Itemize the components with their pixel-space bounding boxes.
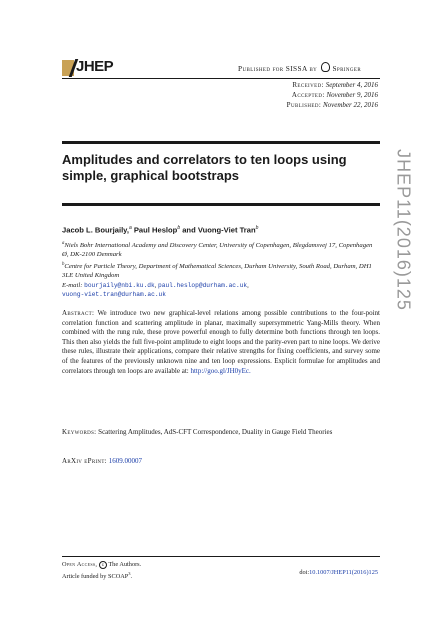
arxiv-label: ArXiv ePrint:: [62, 457, 107, 465]
author-list: [62, 225, 258, 235]
keywords-text: Scattering Amplitudes, AdS-CFT Correspondence, Duality in Gauge Field Theories: [98, 428, 333, 436]
author-sup: b: [177, 225, 181, 231]
title-rule-bottom: [62, 203, 380, 206]
author-name: and Vuong-Viet Tran: [180, 225, 256, 235]
abstract-text: We introduce two new graphical-level relations among possible contributions to the four-point correlation function and scattering amplitude in planar, maximally supersymmetric Yang-Mills theory. When combined with the rung rule, these prove powerful enough to fully determine both functions through ten loops. This then also yields the full five-point amplitude to eight loops and the parity-even part to nine loops. We derive these rules, illustrate their applications, compare their relative strengths for fixing coefficients, and survey some of the features of the previously unknown nine and ten loop expressions. Explicit formulae for amplitudes and correlators through ten loops are available at:: [62, 309, 380, 375]
published-for-text: Published for SISSA by: [238, 64, 318, 73]
side-journal-identifier: [373, 149, 433, 311]
author-name: Paul Heslop: [131, 225, 178, 235]
email-link[interactable]: vuong-viet.tran@durham.ac.uk: [62, 291, 166, 298]
author-sup: b: [255, 225, 259, 231]
published-date: Published: November 22, 2016: [286, 101, 378, 109]
paper-title: Amplitudes and correlators to ten loops using simple, graphical bootstraps: [62, 152, 347, 183]
arxiv-eprint: [62, 457, 142, 465]
email-label: E-mail:: [62, 282, 83, 289]
publisher-name: Springer: [332, 64, 362, 73]
accepted-date: Accepted: November 9, 2016: [291, 91, 378, 99]
jhep-logo: [62, 60, 122, 76]
abstract-label: Abstract:: [62, 309, 95, 317]
doi-link[interactable]: 10.1007/JHEP11(2016)125: [309, 569, 378, 576]
copyright-icon: c: [99, 561, 107, 569]
footer-rule: [62, 556, 380, 557]
keywords: [62, 428, 380, 438]
springer-horse-icon: [321, 62, 330, 72]
email-list: E-mail: bourjaily@nbi.ku.dk, paul.heslop@durham.ac.uk, vuong-viet.tran@durham.ac.uk: [62, 282, 249, 298]
author-name: Jacob L. Bourjaily,: [62, 225, 129, 235]
data-link[interactable]: http://goo.gl/JH0yEc.: [190, 366, 251, 375]
header-rule: [62, 78, 380, 79]
publication-dates: [287, 80, 378, 110]
affiliation-a: $^a$Niels Bohr International Academy and Discovery Center, University of Copenhagen, Blegdamsvej 17, Copenhagen Ø, DK-2100 Denmark: [62, 241, 373, 259]
received-date: Received: September 4, 2016: [292, 81, 378, 89]
side-identifier-text: JHEP11(2016)125: [393, 149, 414, 311]
keywords-label: Keywords:: [62, 428, 97, 436]
open-access-notice: [62, 560, 141, 581]
funding-line: Article funded by SCOAP$^3$.: [62, 571, 133, 581]
email-link[interactable]: paul.heslop@durham.ac.uk: [158, 282, 248, 289]
doi-prefix: doi:: [299, 569, 310, 576]
logo-text: JHEP: [76, 58, 114, 75]
email-link[interactable]: bourjaily@nbi.ku.dk: [84, 282, 155, 289]
title-rule-top: [62, 141, 380, 144]
doi: [299, 569, 378, 576]
abstract: [62, 309, 380, 376]
arxiv-link[interactable]: 1609.00007: [108, 457, 142, 465]
author-sup: a: [128, 225, 132, 231]
affiliation-b: $^b$Centre for Particle Theory, Department of Mathematical Sciences, Durham University, South Road, Durham, DH1 3LE United Kingdom: [62, 262, 372, 280]
published-line: [238, 62, 361, 73]
open-access-line: Open Access, c The Authors.: [62, 561, 142, 568]
